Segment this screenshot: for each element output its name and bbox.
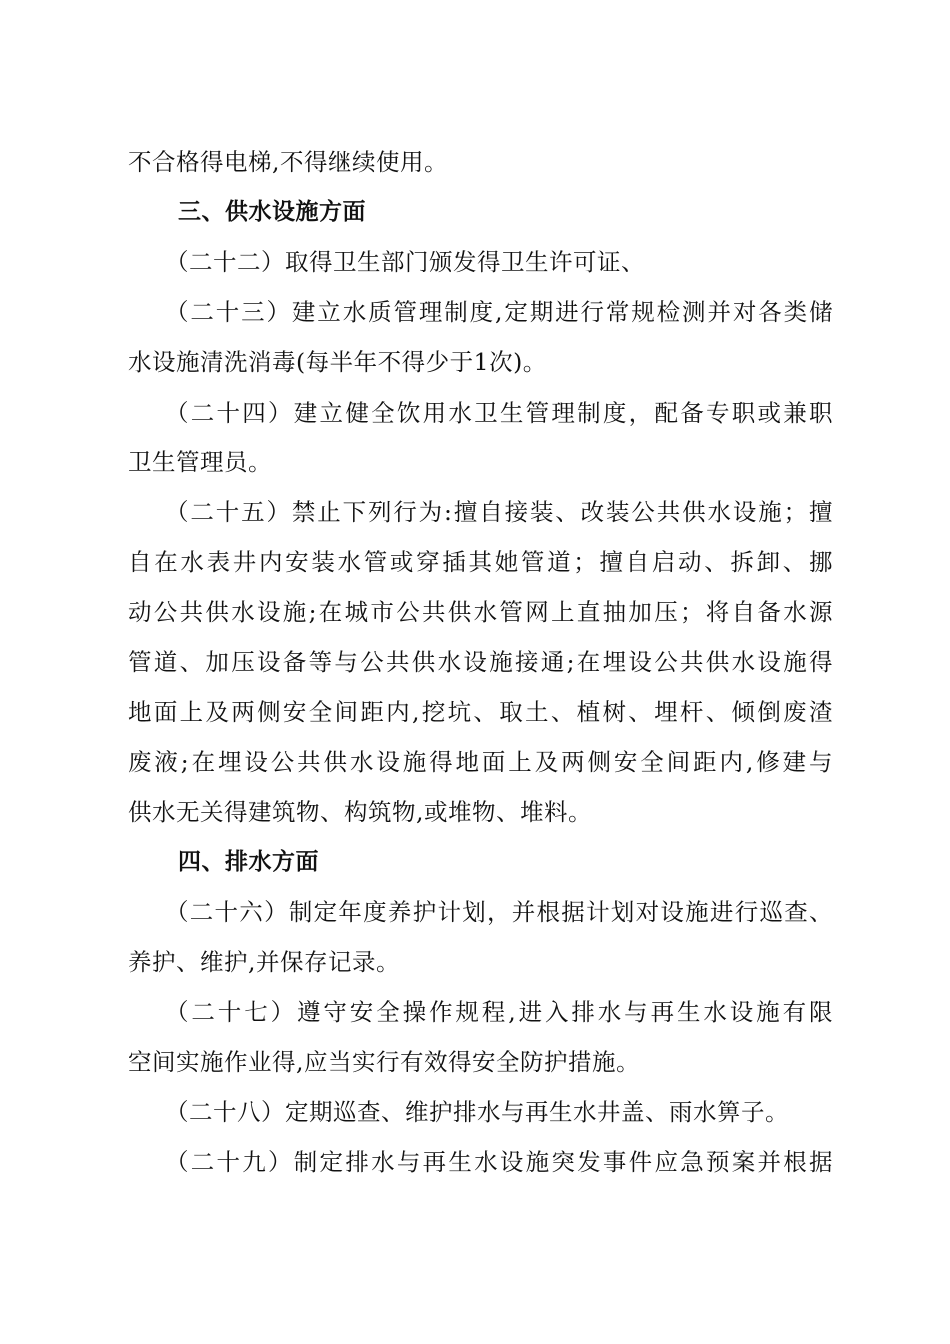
paragraph-line: 养护、维护,并保存记录。 xyxy=(128,948,400,976)
paragraph-line: 不合格得电梯,不得继续使用。 xyxy=(128,148,448,176)
clause-28: （二十八）定期巡查、维护排水与再生水井盖、雨水箅子。 xyxy=(165,1098,789,1126)
paragraph-line: 水设施清洗消毒(每半年不得少于1次)。 xyxy=(128,348,547,376)
clause-24: （二十四）建立健全饮用水卫生管理制度，配备专职或兼职 xyxy=(165,399,833,427)
clause-22: （二十二）取得卫生部门颁发得卫生许可证、 xyxy=(165,248,645,276)
clause-25: （二十五）禁止下列行为:擅自接装、改装公共供水设施；擅 xyxy=(165,498,833,526)
section-heading-drainage: 四、排水方面 xyxy=(178,849,319,875)
paragraph-line: 供水无关得建筑物、构筑物,或堆物、堆料。 xyxy=(128,798,592,826)
paragraph-line: 废液;在埋设公共供水设施得地面上及两侧安全间距内,修建与 xyxy=(128,748,833,776)
paragraph-line: 动公共供水设施;在城市公共供水管网上直抽加压；将自备水源 xyxy=(128,598,833,626)
clause-29: （二十九）制定排水与再生水设施突发事件应急预案并根据 xyxy=(165,1148,833,1176)
clause-23: （二十三）建立水质管理制度,定期进行常规检测并对各类储 xyxy=(165,298,833,326)
clause-26: （二十六）制定年度养护计划，并根据计划对设施进行巡查、 xyxy=(165,898,833,926)
paragraph-line: 卫生管理员。 xyxy=(128,448,272,476)
section-heading-water-supply: 三、供水设施方面 xyxy=(178,199,366,225)
clause-27: （二十七）遵守安全操作规程,进入排水与再生水设施有限 xyxy=(165,998,833,1026)
paragraph-line: 地面上及两侧安全间距内,挖坑、取土、植树、埋杆、倾倒废渣 xyxy=(128,698,833,726)
paragraph-line: 自在水表井内安装水管或穿插其她管道；擅自启动、拆卸、挪 xyxy=(128,548,833,576)
paragraph-line: 空间实施作业得,应当实行有效得安全防护措施。 xyxy=(128,1048,640,1076)
paragraph-line: 管道、加压设备等与公共供水设施接通;在埋设公共供水设施得 xyxy=(128,648,833,676)
